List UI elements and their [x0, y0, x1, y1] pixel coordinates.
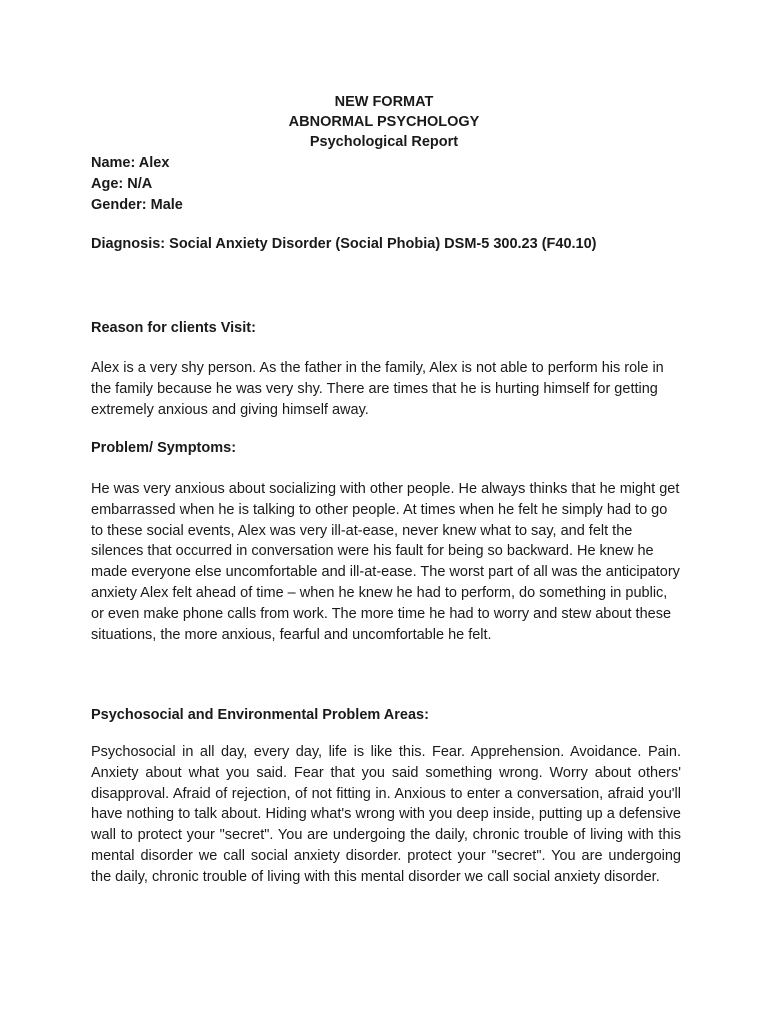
client-age: Age: N/A [91, 176, 153, 192]
section-body-problem: He was very anxious about socializing with other people. He always thinks that he might get embarrassed when he is talking to other people. At times when he felt he simply had to go to these social events, Alex was very ill-at-ease, never knew what to say, and felt the silences that occurred in conversation were his fault for being so backward. He knew he made everyone else uncomfortable and ill-at-ease. The worst part of all was the anticipatory anxiety Alex felt ahead of time – when he knew he had to perform, do something in public, or even make phone calls from work. The more time he had to worry and stew about these situations, the more anxious, fearful and uncomfortable he felt. [91, 481, 680, 643]
client-name: Name: Alex [91, 155, 170, 171]
document-header-subject: ABNORMAL PSYCHOLOGY [288, 114, 480, 130]
section-heading-psychosocial: Psychosocial and Environmental Problem Areas: [91, 707, 429, 723]
document-header-format: NEW FORMAT [334, 94, 434, 110]
section-body-reason: Alex is a very shy person. As the father in the family, Alex is not able to perform his role in the family because he was very shy. There are times that he is hurting himself for getting extremely anxious and giving himself away. [91, 360, 664, 418]
client-gender: Gender: Male [91, 197, 183, 213]
section-heading-problem: Problem/ Symptoms: [91, 440, 237, 456]
section-heading-reason: Reason for clients Visit: [91, 320, 256, 336]
section-body-psychosocial: Psychosocial in all day, every day, life is like this. Fear. Apprehension. Avoidance. Pain. Anxiety about what you said. Fear that you said something wrong. Worry about others' disapproval. Afraid of rejection, of not fitting in. Anxious to enter a conversation, afraid you'll have nothing to talk about. Hiding what's wrong with you deep inside, putting up a defensive wall to protect your "secret". You are undergoing the daily, chronic trouble of living with this mental disorder we call social anxiety disorder. protect your "secret". You are undergoing the daily, chronic trouble of living with this mental disorder we call social anxiety disorder. [91, 744, 681, 885]
diagnosis: Diagnosis: Social Anxiety Disorder (Social Phobia) DSM-5 300.23 (F40.10) [91, 236, 597, 252]
document-title: Psychological Report [309, 134, 459, 150]
